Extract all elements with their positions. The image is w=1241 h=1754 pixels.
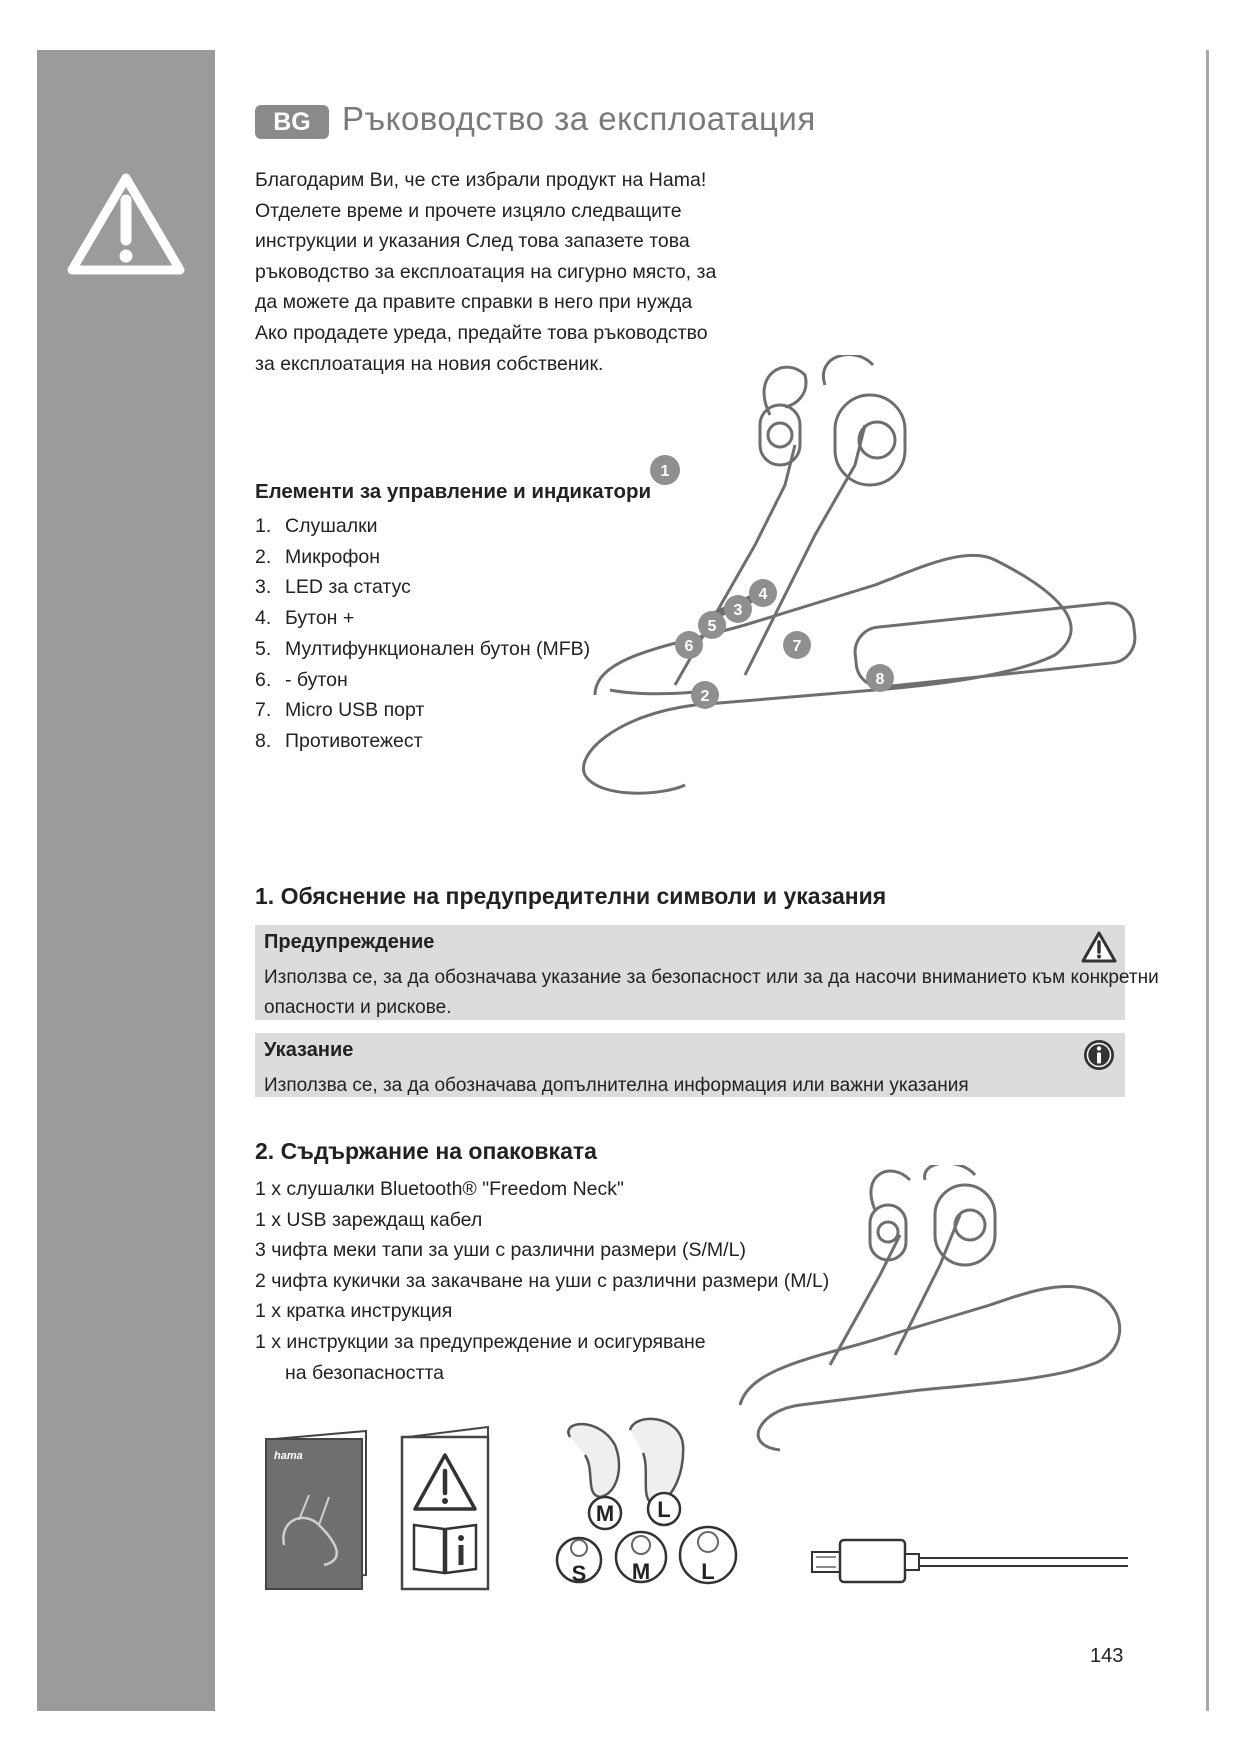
- hook-size-label: L: [657, 1497, 671, 1522]
- list-item: 1. Слушалки: [255, 515, 378, 537]
- usb-cable-illustration: [810, 1530, 1130, 1590]
- list-item-continuation: на безопасността: [285, 1361, 444, 1384]
- intro-text: [255, 165, 725, 379]
- callout-label: 8: [875, 671, 885, 688]
- intro-paragraph-2: Отделете време и прочете изцяло следващите инструкции и указания След това запазете това ръководство за експлоатация на сигурно място, за да можете да правите справки в него при нужда Ако продадете уреда, предайте това ръководство за експлоатация на новия собственик.: [255, 199, 717, 375]
- note-text: Използва се, за да обозначава допълнителна информация или важни указания: [264, 1075, 969, 1096]
- list-item: 1 x инструкции за предупреждение и осигуряване: [255, 1330, 706, 1353]
- callout-label: 1: [660, 463, 670, 480]
- list-item: 1 x кратка инструкция: [255, 1300, 453, 1323]
- warning-box: [255, 925, 1159, 1020]
- booklet-brand-label: hama: [274, 1450, 303, 1462]
- page-number: 143: [1090, 1645, 1124, 1667]
- callout-layer: [555, 355, 1145, 800]
- callout-label: 5: [707, 618, 717, 635]
- sidebar-band: [37, 50, 215, 1711]
- intro-paragraph-1: Благодарим Ви, че сте избрали продукт на Hama!: [255, 169, 707, 191]
- list-item: 1 x слушалки Bluetooth® "Freedom Neck": [255, 1178, 624, 1200]
- safety-leaflet-illustration: [400, 1425, 495, 1593]
- list-item: 3 чифта меки тапи за уши с различни размери (S/M/L): [255, 1239, 746, 1262]
- callout-label: 6: [684, 638, 694, 655]
- language-badge: BG: [255, 105, 329, 139]
- controls-list: [255, 511, 590, 757]
- list-item: 2. Микрофон: [255, 545, 381, 568]
- warning-title: Предупреждение: [264, 931, 435, 953]
- package-headset-illustration: [720, 1165, 1130, 1455]
- list-item: 2 чифта кукички за закачване на уши с различни размери (M/L): [255, 1269, 830, 1292]
- list-item: 6. - бутон: [255, 668, 348, 691]
- page-title: Ръководство за експлоатация: [342, 100, 816, 137]
- tip-size-label: L: [701, 1559, 715, 1584]
- list-item: 4. Бутон +: [255, 607, 355, 630]
- list-item: 1 x USB зареждащ кабел: [255, 1208, 483, 1231]
- warning-triangle-icon: [1081, 930, 1117, 964]
- quick-guide-booklet-illustration: [264, 1425, 372, 1593]
- callout-label: 2: [700, 688, 710, 705]
- list-item: 3. LED за статус: [255, 576, 411, 599]
- right-margin-rule: [1206, 50, 1209, 1711]
- hook-size-label: M: [595, 1501, 615, 1526]
- callout-label: 3: [733, 602, 743, 619]
- warning-text: Използва се, за да обозначава указание за безопасност или за да насочи вниманието към конкретни опасности и рискове.: [264, 967, 1159, 1018]
- list-item: 8. Противотежест: [255, 729, 423, 752]
- section1-heading: 1. Обяснение на предупредителни символи и указания: [255, 883, 887, 909]
- callout-label: 4: [758, 586, 768, 603]
- info-icon: [1081, 1038, 1117, 1072]
- tip-size-label: M: [631, 1559, 651, 1584]
- section2-heading: 2. Съдържание на опаковката: [255, 1138, 597, 1164]
- list-item: 7. Micro USB порт: [255, 699, 425, 722]
- ear-tips-and-hooks-illustration: [555, 1415, 755, 1595]
- note-box: [255, 1033, 1125, 1097]
- controls-heading: Елементи за управление и индикатори: [255, 480, 652, 503]
- list-item: 5. Мултифункционален бутон (MFB): [255, 637, 591, 660]
- warning-triangle-icon: [66, 170, 186, 278]
- callout-label: 7: [792, 638, 802, 655]
- tip-size-label: S: [571, 1561, 587, 1586]
- note-title: Указание: [264, 1039, 354, 1061]
